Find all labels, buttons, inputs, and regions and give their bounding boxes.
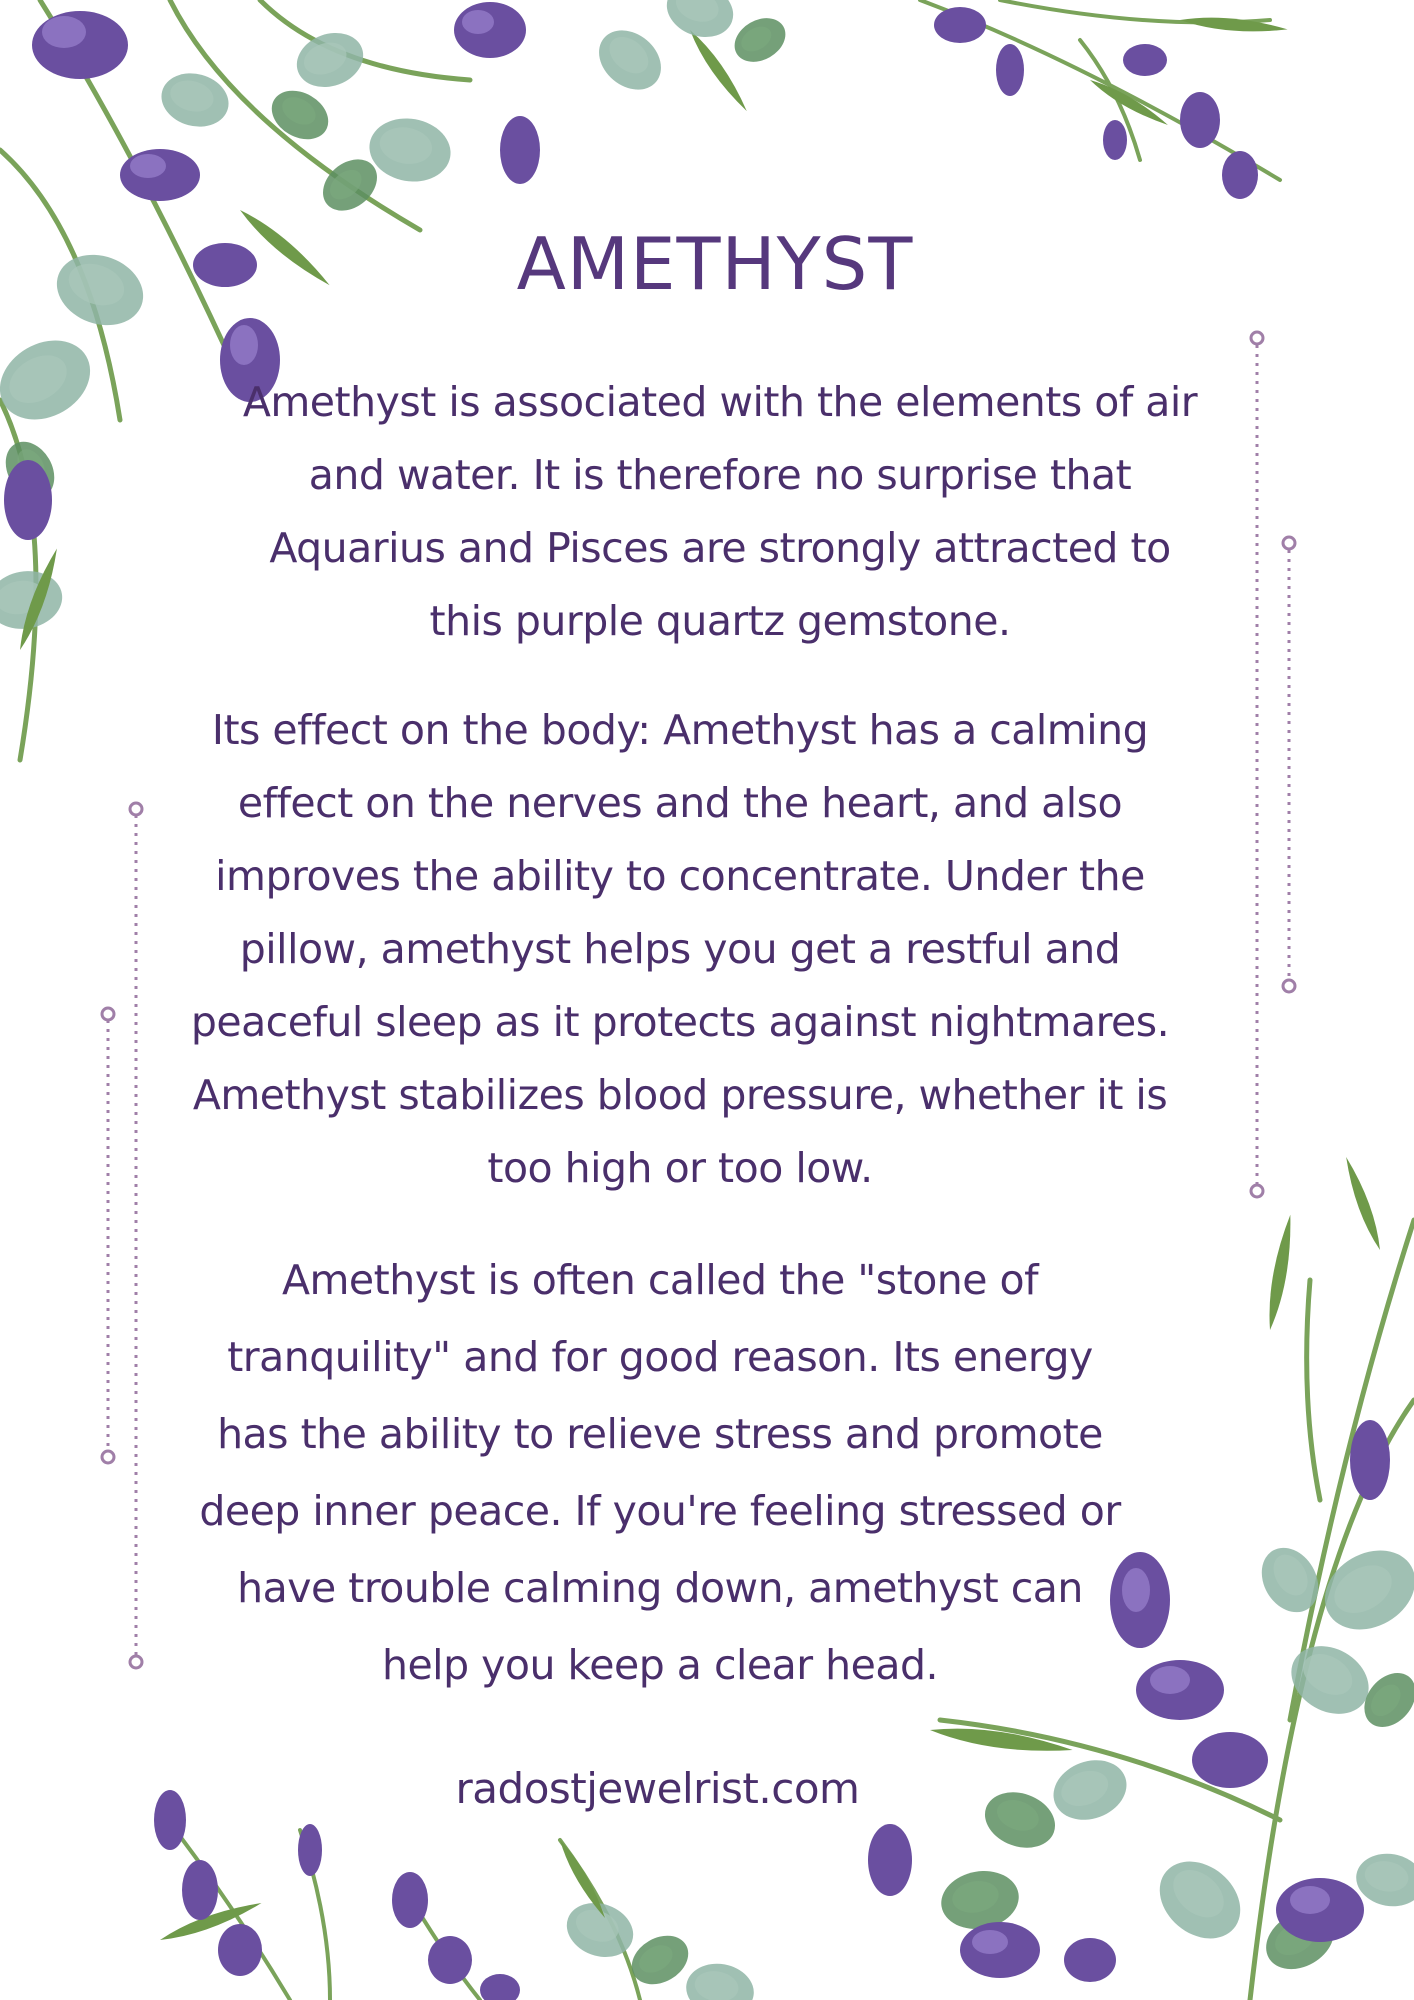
paragraph-tranquility: Amethyst is often called the "stone of tranquility" and for good reason. Its energy has the ability to relieve stress and promote deep inner peace. If you're feeling stressed or have trouble calming down, amethyst can help you keep a clear head. [199, 1256, 1121, 1689]
bottom-left-florals [154, 1790, 758, 2000]
website-url: radostjewelrist.com [455, 1764, 860, 1813]
paragraph-elements: Amethyst is associated with the elements of air and water. It is therefore no surprise that Aquarius and Pisces are strongly attracted to this purple quartz gemstone. [242, 378, 1198, 645]
page-title: AMETHYST [516, 222, 914, 306]
top-right-florals [920, 0, 1288, 199]
paragraph-body-effects: Its effect on the body: Amethyst has a calming effect on the nerves and the heart, and also improves the ability to concentrate. Under the pillow, amethyst helps you get a restful and peaceful sleep as it protects against nightmares. Amethyst stabilizes blood pressure, whether it is too high or too low. [190, 706, 1170, 1192]
